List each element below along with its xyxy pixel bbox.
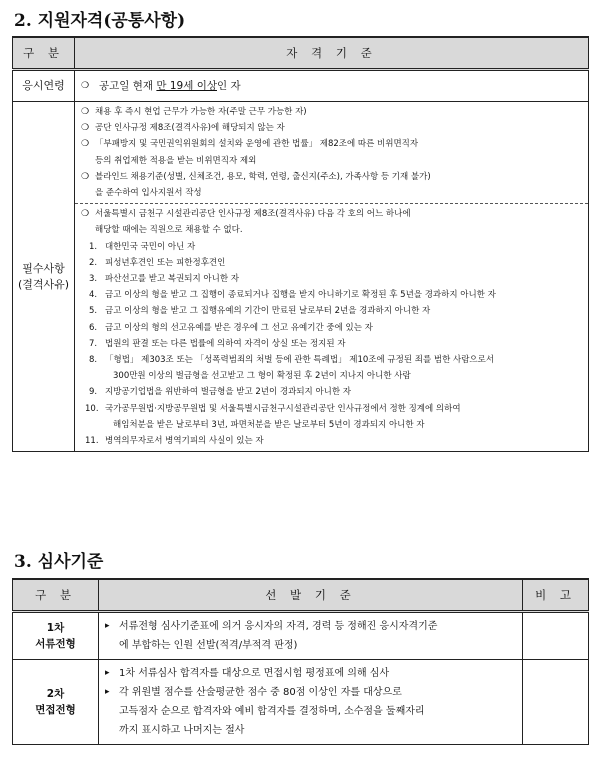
screening-row [13,660,589,745]
item-number: 8. [89,355,98,366]
disqualification-item [81,271,582,287]
section-2-title: 2. 지원자격(공통사항) [14,11,186,31]
item-number: 6. [89,322,98,333]
bullet-line: 각 위원별 점수를 산술평균한 점수 중 80점 이상인 자를 대상으로 [119,687,402,698]
bullet-item [81,206,582,238]
item-line: 지방공기업법을 위반하여 벌금형을 받고 2년이 경과되지 아니한 자 [105,387,352,398]
age-content [75,70,589,102]
bullet-item [81,136,582,168]
screening-stage-label: 1차 서류전형 [13,612,99,660]
disqualification-item [81,320,582,336]
disqualification-item [81,303,582,319]
section-3-title: 3. 심사기준 [14,552,104,572]
age-text-before: 공고일 현재 [99,79,157,92]
bullet-icon: ▸ [105,668,110,678]
item-line: 법원의 판결 또는 다른 법률에 의하여 자격이 상실 또는 정지된 자 [105,338,346,349]
bullet-line: 까지 표시하고 나머지는 절사 [119,725,245,736]
bullet-line: 고득점자 순으로 합격자와 예비 합격자를 결정하며, 소수점을 둘째자리 [119,706,425,717]
disqualification-item [81,336,582,352]
header-category-3: 구 분 [13,579,99,612]
bullet-line: 서울특별시 금천구 시설관리공단 인사규정 제8조(결격사유) 다음 각 호의 어느 하나에 [95,209,411,220]
bullet-icon: ▸ [105,687,110,697]
header-remarks: 비 고 [523,579,589,612]
item-line: 파산선고를 받고 복권되지 아니한 자 [105,274,239,285]
required-label: 필수사항 (결격사유) [13,102,75,452]
bullet-line: 을 준수하여 입사지원서 작성 [95,188,202,199]
disqualification-item [81,239,582,255]
disqualification-item [81,255,582,271]
bullet-icon: ❍ [81,171,90,182]
item-number: 5. [89,306,98,317]
bullet-item [81,104,582,120]
bullet-line: 에 부합하는 인원 선발(적격/부적격 판정) [119,640,298,651]
bullet-item [81,169,582,201]
age-label: 응시연령 [13,70,75,102]
bullet-line: 1차 서류심사 합격자를 대상으로 면접시험 평정표에 의해 심사 [119,668,390,679]
screening-table [12,578,589,745]
bullet-icon: ▸ [105,621,110,631]
item-line: 병역의무자로서 병역기피의 사실이 있는 자 [105,436,264,447]
bullet-item [105,683,516,740]
item-line: 대한민국 국민이 아닌 자 [105,241,196,252]
required-content [75,102,589,452]
bullet-line: 「부패방지 및 국민권익위원회의 설치와 운영에 관한 법률」 제82조에 따른 비위면직자 [95,139,419,150]
header-criteria: 자 격 기 준 [75,37,589,70]
bullet-line: 등의 취업제한 적용을 받는 비위면직자 제외 [95,155,257,166]
screening-remarks [523,660,589,745]
disqualification-item [81,384,582,400]
disqualification-list [75,203,588,451]
bullet-item [105,617,516,655]
item-line: 피성년후견인 또는 피한정후견인 [105,257,226,268]
item-number: 7. [89,338,98,349]
item-number: 10. [85,403,99,414]
bullet-line: 해당할 때에는 직원으로 채용할 수 없다. [95,225,243,236]
eligibility-table [12,36,589,452]
screening-row [13,612,589,660]
disqualification-item [81,401,582,433]
item-line: 금고 이상의 형의 선고유예를 받은 경우에 그 선고 유예기간 중에 있는 자 [105,322,373,333]
age-text-after: 인 자 [217,79,241,92]
disqualification-item [81,433,582,449]
screening-criteria [99,612,523,660]
item-number: 3. [89,274,98,285]
bullet-icon: ❍ [81,139,90,150]
item-line: 금고 이상의 형을 받고 그 집행이 종료되거나 집행을 받지 아니하기로 확정된 후 5년을 경과하지 아니한 자 [105,290,496,301]
disqualification-item [81,287,582,303]
bullet-line: 채용 후 즉시 현업 근무가 가능한 자(주말 근무 가능한 자) [95,107,307,117]
disqualification-item [81,352,582,384]
item-number: 1. [89,241,98,252]
circle-bullet-icon: ❍ [81,80,90,91]
item-line: 「형법」 제303조 또는 「성폭력범죄의 처벌 등에 관한 특례법」 제10조에 규정된 죄를 범한 사람으로서 [105,355,495,366]
bullet-item [105,664,516,683]
item-line: 해임처분을 받은 날로부터 3년, 파면처분을 받은 날로부터 5년이 경과되지 아니한 자 [113,419,425,430]
screening-stage-label: 2차 면접전형 [13,660,99,745]
item-line: 300만원 이상의 벌금형을 선고받고 그 형이 확정된 후 2년이 지나지 아니한 사람 [113,371,411,382]
item-line: 금고 이상의 형을 받고 그 집행유예의 기간이 만료된 날로부터 2년을 경과하지 아니한 자 [105,306,431,317]
age-text-underlined: 만 19세 이상 [156,79,217,92]
item-number: 2. [89,257,98,268]
bullet-line: 공단 인사규정 제8조(결격사유)에 해당되지 않는 자 [95,123,285,134]
item-number: 9. [89,387,98,398]
bullet-icon: ❍ [81,123,90,134]
screening-criteria [99,660,523,745]
screening-remarks [523,612,589,660]
bullet-icon: ❍ [81,209,90,220]
item-number: 4. [89,290,98,301]
bullet-item [81,120,582,136]
required-bullets [75,102,588,203]
header-selection: 선 발 기 준 [99,579,523,612]
item-number: 11. [85,436,99,447]
bullet-line: 블라인드 채용기준(성별, 신체조건, 용모, 학력, 연령, 출신지(주소), 가족사항 등 기재 불가) [95,171,431,182]
header-category: 구 분 [13,37,75,70]
item-line: 국가공무원법·지방공무원법 및 서울특별시금천구시설관리공단 인사규정에서 정한 징계에 의하여 [105,403,461,414]
bullet-icon: ❍ [81,107,90,117]
bullet-line: 서류전형 심사기준표에 의거 응시자의 자격, 경력 등 정해진 응시자격기준 [119,621,438,632]
